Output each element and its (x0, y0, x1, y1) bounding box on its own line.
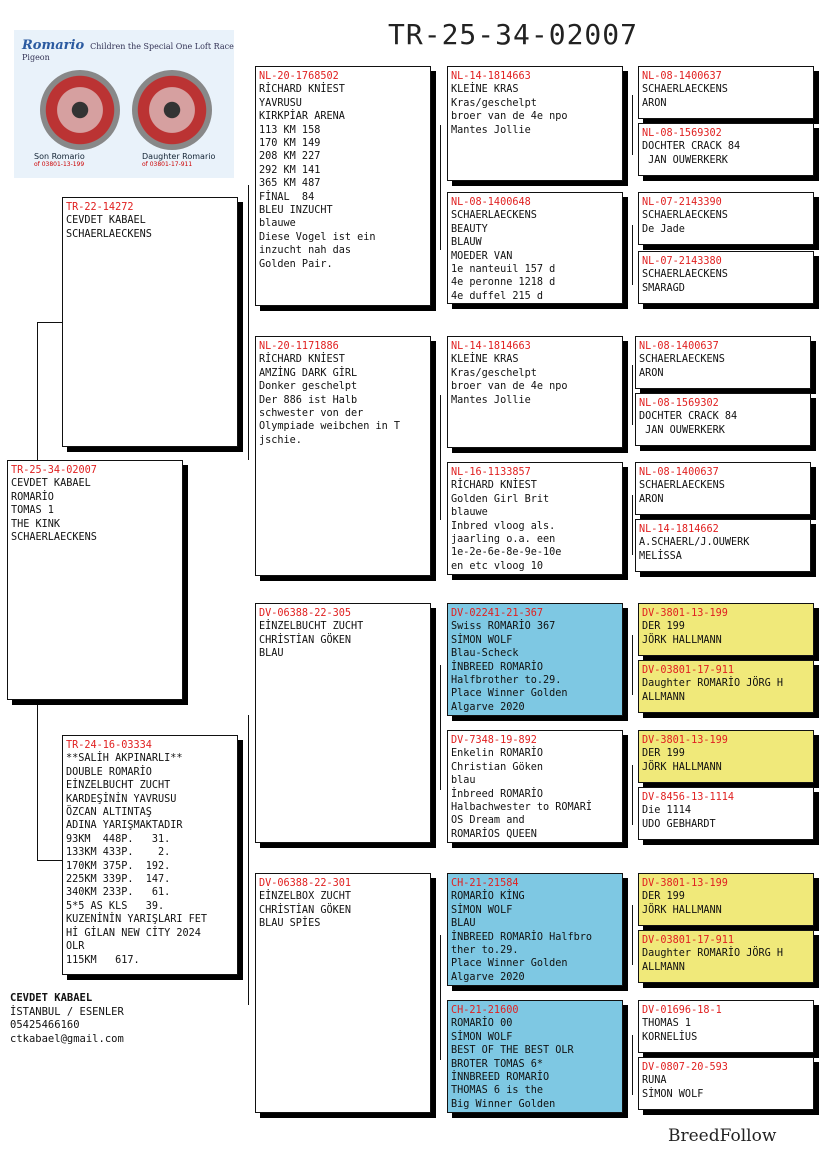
ring-number: DV-3801-13-199 (642, 608, 728, 619)
pedigree-line: KARDEŞİNİN YAVRUSU (66, 793, 177, 805)
pedigree-line: ROMARİO KİNG (451, 891, 525, 903)
pedigree-line: İNNBREED ROMARİO (451, 1072, 550, 1084)
pedigree-card-fmf[interactable] (447, 336, 623, 448)
ring-number: DV-7348-19-892 (451, 735, 537, 746)
pedigree-card-g12[interactable] (638, 787, 814, 840)
pedigree-line: DER 199 (642, 891, 685, 903)
ring-number: DV-06388-22-301 (259, 878, 352, 889)
pedigree-line: ARON (639, 367, 664, 379)
pedigree-line: 225KM 339P. 147. (66, 874, 171, 886)
romario-banner (14, 30, 234, 178)
pedigree-line: 133KM 433P. 2. (66, 847, 171, 859)
pedigree-line: BLAUW (451, 237, 482, 249)
connector (440, 935, 441, 1060)
pedigree-line: JAN OUWERKERK (639, 424, 725, 436)
connector (248, 185, 249, 460)
ring-number: NL-08-1400637 (642, 71, 722, 82)
pedigree-line: UDO GEBHARDT (642, 818, 716, 830)
pedigree-line: FİNAL 84 (259, 191, 315, 203)
pedigree-line: Diese Vogel ist ein (259, 231, 376, 243)
pedigree-line: SCHAERLAECKENS (642, 269, 728, 281)
pedigree-line: SCHAERLAECKENS (639, 354, 725, 366)
pedigree-line: ther to.29. (451, 945, 519, 957)
banner-tagline: Romario Children the Special One Loft Race Pigeon (22, 38, 234, 62)
pedigree-line: KLEİNE KRAS (451, 84, 519, 96)
pedigree-line: AMZİNG DARK GİRL (259, 367, 358, 379)
pedigree-line: ROMARİOS QUEEN (451, 828, 537, 840)
ring-number: CH-21-21600 (451, 1005, 519, 1016)
pedigree-line: CHRİSTİAN GÖKEN (259, 904, 352, 916)
pedigree-line: **SALİH AKPINARLI** (66, 753, 183, 765)
ring-number: NL-08-1400648 (451, 197, 531, 208)
ring-number: DV-3801-13-199 (642, 735, 728, 746)
pedigree-card-mmm[interactable] (447, 1000, 623, 1113)
pedigree-line: BLAU SPİES (259, 918, 321, 930)
pedigree-line: BLEU INZUCHT (259, 205, 333, 217)
pedigree-line: Mantes Jollie (451, 124, 531, 136)
connector (632, 905, 633, 965)
ring-number: NL-20-1171886 (259, 341, 339, 352)
ring-number: DV-06388-22-305 (259, 608, 352, 619)
pedigree-line: Enkelin ROMARİO (451, 748, 544, 760)
pedigree-line: Kras/geschelpt (451, 367, 537, 379)
owner-phone: 05425466160 (10, 1019, 80, 1032)
pedigree-card-father[interactable] (62, 197, 238, 447)
pedigree-line: DOCHTER CRACK 84 (642, 141, 741, 153)
ring-number: NL-16-1133857 (451, 467, 531, 478)
pedigree-line: OS Dream and (451, 815, 525, 827)
connector (632, 495, 633, 555)
banner-logo: Romario (22, 38, 85, 53)
pedigree-line: Swiss ROMARİO 367 (451, 621, 556, 633)
pedigree-line: blau (451, 775, 476, 787)
pedigree-line: 4e duffel 215 d (451, 290, 544, 302)
pedigree-line: OLR (66, 941, 85, 953)
pedigree-card-fff[interactable] (447, 66, 623, 181)
pedigree-line: Daughter ROMARİO JÖRG H (642, 678, 784, 690)
pedigree-line: ALLMANN (642, 691, 685, 703)
pedigree-line: RİCHARD KNİEST (451, 480, 537, 492)
pedigree-line: jschie. (259, 434, 302, 446)
pedigree-line: 115KM 617. (66, 954, 140, 966)
ring-number: DV-8456-13-1114 (642, 792, 735, 803)
pedigree-line: ADINA YARIŞMAKTADIR (66, 820, 183, 832)
pedigree-card-g6[interactable] (635, 393, 811, 446)
pedigree-line: 170 KM 149 (259, 138, 321, 150)
pedigree-line: Blau-Scheck (451, 648, 519, 660)
pedigree-line: BEAUTY (451, 223, 488, 235)
pedigree-line: CEVDET KABAEL (11, 478, 91, 490)
pedigree-line: blauwe (259, 218, 296, 230)
pedigree-card-g16[interactable] (638, 1057, 814, 1110)
pedigree-line: BLAU (451, 918, 476, 930)
pedigree-line: 340KM 233P. 61. (66, 887, 171, 899)
pedigree-line: DOUBLE ROMARİO (66, 766, 152, 778)
pigeon-eye-image (40, 70, 120, 150)
connector (632, 635, 633, 695)
pedigree-line: 1e nanteuil 157 d (451, 264, 556, 276)
pedigree-line: SCHAERLAECKENS (451, 210, 537, 222)
pedigree-line: JAN OUWERKERK (642, 154, 728, 166)
pedigree-line: blauwe (451, 507, 488, 519)
connector (37, 322, 38, 460)
connector (37, 860, 62, 861)
pedigree-line: EİNZELBUCHT ZUCHT (259, 621, 364, 633)
pedigree-line: SCHAERLAECKENS (642, 84, 728, 96)
connector (632, 365, 633, 425)
pedigree-card-fmm[interactable] (447, 462, 623, 575)
pedigree-line: RİCHARD KNİEST (259, 84, 345, 96)
pedigree-line: 4e peronne 1218 d (451, 277, 556, 289)
pedigree-line: SİMON WOLF (451, 634, 513, 646)
pedigree-line: KUZENİNİN YARIŞLARI FET (66, 914, 208, 926)
pedigree-line: JÖRK HALLMANN (642, 634, 722, 646)
pedigree-line: 208 KM 227 (259, 151, 321, 163)
ring-number: NL-14-1814663 (451, 341, 531, 352)
pedigree-line: en etc vloog 10 (451, 560, 544, 572)
ring-number: DV-02241-21-367 (451, 608, 544, 619)
pedigree-line: İnbreed ROMARİO (451, 788, 544, 800)
pedigree-line: Algarve 2020 (451, 701, 525, 713)
connector (37, 322, 62, 323)
connector (632, 1035, 633, 1095)
pedigree-line: A.SCHAERL/J.OUWERK (639, 537, 750, 549)
pedigree-line: Halfbrother to.29. (451, 675, 562, 687)
pedigree-line: 5*5 AS KLS 39. (66, 900, 165, 912)
owner-name: CEVDET KABAEL (10, 992, 93, 1004)
connector (632, 225, 633, 285)
pedigree-line: EİNZELBUCHT ZUCHT (66, 780, 171, 792)
pedigree-line: inzucht nah das (259, 245, 352, 257)
pedigree-line: TOMAS 1 (11, 505, 54, 517)
pedigree-card-g9[interactable] (638, 603, 814, 656)
pedigree-line: Inbred vloog als. (451, 520, 556, 532)
pedigree-line: SİMON WOLF (451, 904, 513, 916)
pedigree-line: schwester von der (259, 408, 364, 420)
pedigree-line: BROTER TOMAS 6* (451, 1058, 544, 1070)
pedigree-line: JÖRK HALLMANN (642, 761, 722, 773)
ring-number: NL-07-2143390 (642, 197, 722, 208)
pedigree-line: CEVDET KABAEL (66, 215, 146, 227)
pedigree-line: YAVRUSU (259, 97, 302, 109)
pedigree-line: Hİ GİLAN NEW CİTY 2024 (66, 927, 201, 939)
banner-right-caption: Daughter Romario of 03801-17-911 (142, 152, 216, 168)
ring-number: TR-22-14272 (66, 202, 134, 213)
pedigree-card-g15[interactable] (638, 1000, 814, 1053)
pedigree-line: 93KM 448P. 31. (66, 833, 171, 845)
pedigree-line: 365 KM 487 (259, 178, 321, 190)
ring-number: DV-0807-20-593 (642, 1062, 728, 1073)
pedigree-card-g11[interactable] (638, 730, 814, 783)
pedigree-line: Place Winner Golden (451, 958, 568, 970)
banner-left-caption: Son Romario of 03801-13-199 (34, 152, 85, 168)
pedigree-card-g2[interactable] (638, 123, 814, 176)
ring-number: NL-08-1569302 (639, 398, 719, 409)
pigeon-eye-image (132, 70, 212, 150)
ring-number: NL-14-1814663 (451, 71, 531, 82)
brand-logo: BreedFollow (668, 1126, 777, 1146)
ring-number: TR-24-16-03334 (66, 740, 152, 751)
pedigree-card-g3[interactable] (638, 192, 814, 245)
ring-number: NL-07-2143380 (642, 256, 722, 267)
pedigree-line: Christian Göken (451, 761, 544, 773)
pedigree-line: KLEİNE KRAS (451, 354, 519, 366)
ring-number: TR-25-34-02007 (11, 465, 97, 476)
pedigree-line: Donker geschelpt (259, 381, 358, 393)
connector (440, 665, 441, 790)
ring-number: NL-14-1814662 (639, 524, 719, 535)
pedigree-line: Olympiade weibchen in T (259, 421, 401, 433)
connector (632, 95, 633, 155)
pedigree-line: CHRİSTİAN GÖKEN (259, 634, 352, 646)
pedigree-line: DOCHTER CRACK 84 (639, 411, 738, 423)
pedigree-line: Mantes Jollie (451, 394, 531, 406)
ring-number: DV-3801-13-199 (642, 878, 728, 889)
pedigree-card-mother[interactable] (62, 735, 238, 975)
pedigree-card-g5[interactable] (635, 336, 811, 389)
pedigree-line: SCHAERLAECKENS (639, 480, 725, 492)
pedigree-line: Die 1114 (642, 805, 692, 817)
pedigree-line: Big Winner Golden (451, 1098, 556, 1110)
pedigree-line: SCHAERLAECKENS (642, 210, 728, 222)
pedigree-line: SMARAGD (642, 282, 685, 294)
pedigree-line: THOMAS 6 is the (451, 1085, 544, 1097)
pedigree-line: EİNZELBOX ZUCHT (259, 891, 352, 903)
owner-email[interactable]: ctkabael@gmail.com (10, 1032, 124, 1045)
ring-number: DV-03801-17-911 (642, 935, 735, 946)
pedigree-line: broer van de 4e npo (451, 381, 568, 393)
ring-number: DV-03801-17-911 (642, 665, 735, 676)
pedigree-line: İNBREED ROMARİO Halfbro (451, 931, 593, 943)
pedigree-card-g4[interactable] (638, 251, 814, 304)
pedigree-line: 292 KM 141 (259, 164, 321, 176)
pedigree-line: jaarling o.a. een (451, 534, 556, 546)
pedigree-card-ff[interactable] (255, 66, 431, 306)
pedigree-line: De Jade (642, 223, 685, 235)
pedigree-line: THE KINK (11, 518, 61, 530)
pedigree-line: ROMARİO 00 (451, 1018, 513, 1030)
pedigree-card-mm[interactable] (255, 873, 431, 1113)
pedigree-card-g8[interactable] (635, 519, 811, 572)
pedigree-line: ARON (639, 493, 664, 505)
pedigree-line: SİMON WOLF (451, 1031, 513, 1043)
pedigree-line: Der 886 ist Halb (259, 394, 358, 406)
pedigree-line: Golden Girl Brit (451, 493, 550, 505)
ring-number: NL-20-1768502 (259, 71, 339, 82)
pedigree-line: ROMARİO (11, 491, 54, 503)
owner-contact (10, 992, 124, 1046)
connector (440, 125, 441, 250)
pedigree-card-mfm[interactable] (447, 730, 623, 843)
pedigree-line: ARON (642, 97, 667, 109)
pedigree-line: ÖZCAN ALTINTAŞ (66, 807, 152, 819)
pedigree-line: BEST OF THE BEST OLR (451, 1045, 574, 1057)
pedigree-line: SCHAERLAECKENS (66, 228, 152, 240)
connector (248, 715, 249, 1005)
pedigree-line: Daughter ROMARİO JÖRG H (642, 948, 784, 960)
pedigree-line: Place Winner Golden (451, 688, 568, 700)
pedigree-line: JÖRK HALLMANN (642, 904, 722, 916)
pedigree-line: THOMAS 1 (642, 1018, 692, 1030)
pedigree-card-mmf[interactable] (447, 873, 623, 986)
pedigree-title: TR-25-34-02007 (388, 18, 639, 51)
pedigree-line: 1e-2e-6e-8e-9e-10e (451, 547, 562, 559)
pedigree-line: SCHAERLAECKENS (11, 532, 97, 544)
pedigree-card-g10[interactable] (638, 660, 814, 713)
pedigree-card-g13[interactable] (638, 873, 814, 926)
ring-number: CH-21-21584 (451, 878, 519, 889)
pedigree-line: 170KM 375P. 192. (66, 860, 171, 872)
ring-number: DV-01696-18-1 (642, 1005, 722, 1016)
pedigree-line: MELİSSA (639, 550, 682, 562)
pedigree-line: RUNA (642, 1075, 667, 1087)
pedigree-card-ffm[interactable] (447, 192, 623, 304)
pedigree-line: Kras/geschelpt (451, 97, 537, 109)
pedigree-line: MOEDER VAN (451, 250, 513, 262)
pedigree-card-mff[interactable] (447, 603, 623, 716)
pedigree-line: Algarve 2020 (451, 971, 525, 983)
pedigree-line: 113 KM 158 (259, 124, 321, 136)
ring-number: NL-08-1400637 (639, 341, 719, 352)
pedigree-card-g7[interactable] (635, 462, 811, 515)
connector (632, 765, 633, 825)
pedigree-card-mf[interactable] (255, 603, 431, 843)
owner-city: İSTANBUL / ESENLER (10, 1005, 124, 1018)
pedigree-card-fm[interactable] (255, 336, 431, 576)
pedigree-line: DER 199 (642, 748, 685, 760)
pedigree-line: SİMON WOLF (642, 1088, 704, 1100)
pedigree-line: BLAU (259, 648, 284, 660)
pedigree-line: KORNELİUS (642, 1031, 698, 1043)
pedigree-line: Golden Pair. (259, 258, 333, 270)
pedigree-card-g14[interactable] (638, 930, 814, 983)
pedigree-line: DER 199 (642, 621, 685, 633)
ring-number: NL-08-1400637 (639, 467, 719, 478)
pedigree-line: İNBREED ROMARİO (451, 661, 544, 673)
ring-number: NL-08-1569302 (642, 128, 722, 139)
pedigree-line: RİCHARD KNİEST (259, 354, 345, 366)
pedigree-card-g1[interactable] (638, 66, 814, 119)
pedigree-line: ALLMANN (642, 961, 685, 973)
pedigree-line: KIRKPİAR ARENA (259, 111, 345, 123)
connector (440, 395, 441, 520)
connector (37, 700, 38, 860)
pedigree-card-subject[interactable] (7, 460, 183, 700)
pedigree-line: broer van de 4e npo (451, 111, 568, 123)
pedigree-line: Halbachwester to ROMARİ (451, 802, 593, 814)
